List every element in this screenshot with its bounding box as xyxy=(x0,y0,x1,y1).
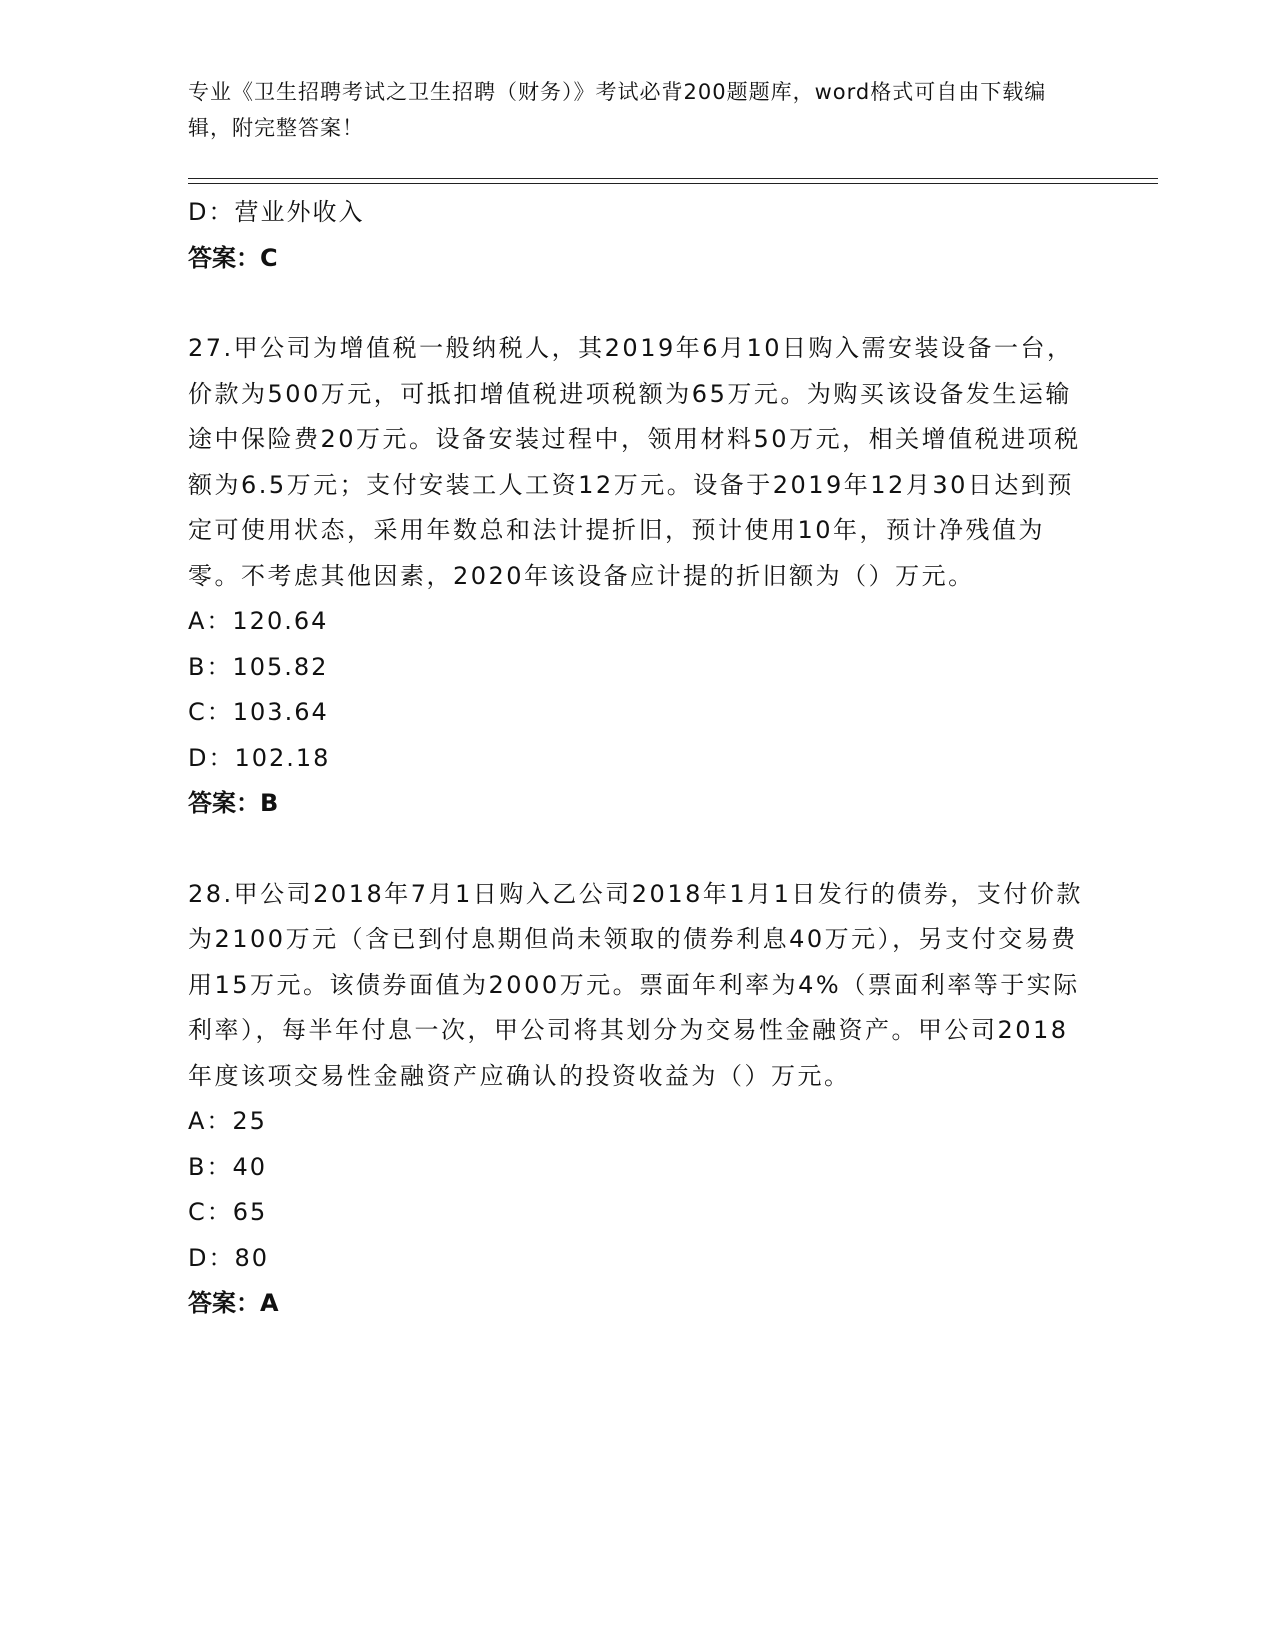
question-27-option-b: B：105.82 xyxy=(188,652,329,681)
header-divider-bottom xyxy=(188,183,1158,184)
question-27-option-d: D：102.18 xyxy=(188,743,331,772)
prev-answer: 答案：C xyxy=(188,243,278,272)
page-header: 专业《卫生招聘考试之卫生招聘（财务）》考试必背200题题库，word格式可自由下载编辑，附完整答案！ xyxy=(188,80,1047,140)
question-28-option-d: D：80 xyxy=(188,1243,270,1272)
header-divider-top xyxy=(188,178,1158,179)
question-28-answer: 答案：A xyxy=(188,1289,279,1317)
spacer xyxy=(188,827,1088,872)
question-28-option-a: A：25 xyxy=(188,1107,267,1135)
question-28-option-b: B：40 xyxy=(188,1152,268,1181)
document-content xyxy=(188,190,1088,1327)
question-27-stem: 27.甲公司为增值税一般纳税人，其2019年6月10日购入需安装设备一台，价款为500万元，可抵扣增值税进项税额为65万元。为购买该设备发生运输途中保险费20万元。设备安装过程中，领用材料50万元，相关增值税进项税额为6.5万元；支付安装工人工资12万元。设备于2019年12月30日达到预定可使用状态，采用年数总和法计提折旧，预计使用10年，预计净残值为零。不考虑其他因素，2020年该设备应计提的折旧额为（）万元。 xyxy=(188,334,1081,590)
spacer xyxy=(188,281,1088,326)
question-27-answer: 答案：B xyxy=(188,789,279,817)
prev-option-d: D：营业外收入 xyxy=(188,198,365,226)
question-27-option-a: A：120.64 xyxy=(188,607,329,635)
question-28-option-c: C：65 xyxy=(188,1198,268,1226)
question-28-stem: 28.甲公司2018年7月1日购入乙公司2018年1月1日发行的债券，支付价款为2100万元（含已到付息期但尚未领取的债券利息40万元），另支付交易费用15万元。该债券面值为2000万元。票面年利率为4%（票面利率等于实际利率），每半年付息一次，甲公司将其划分为交易性金融资产。甲公司2018年度该项交易性金融资产应确认的投资收益为（）万元。 xyxy=(188,879,1083,1090)
question-27-option-c: C：103.64 xyxy=(188,698,329,726)
